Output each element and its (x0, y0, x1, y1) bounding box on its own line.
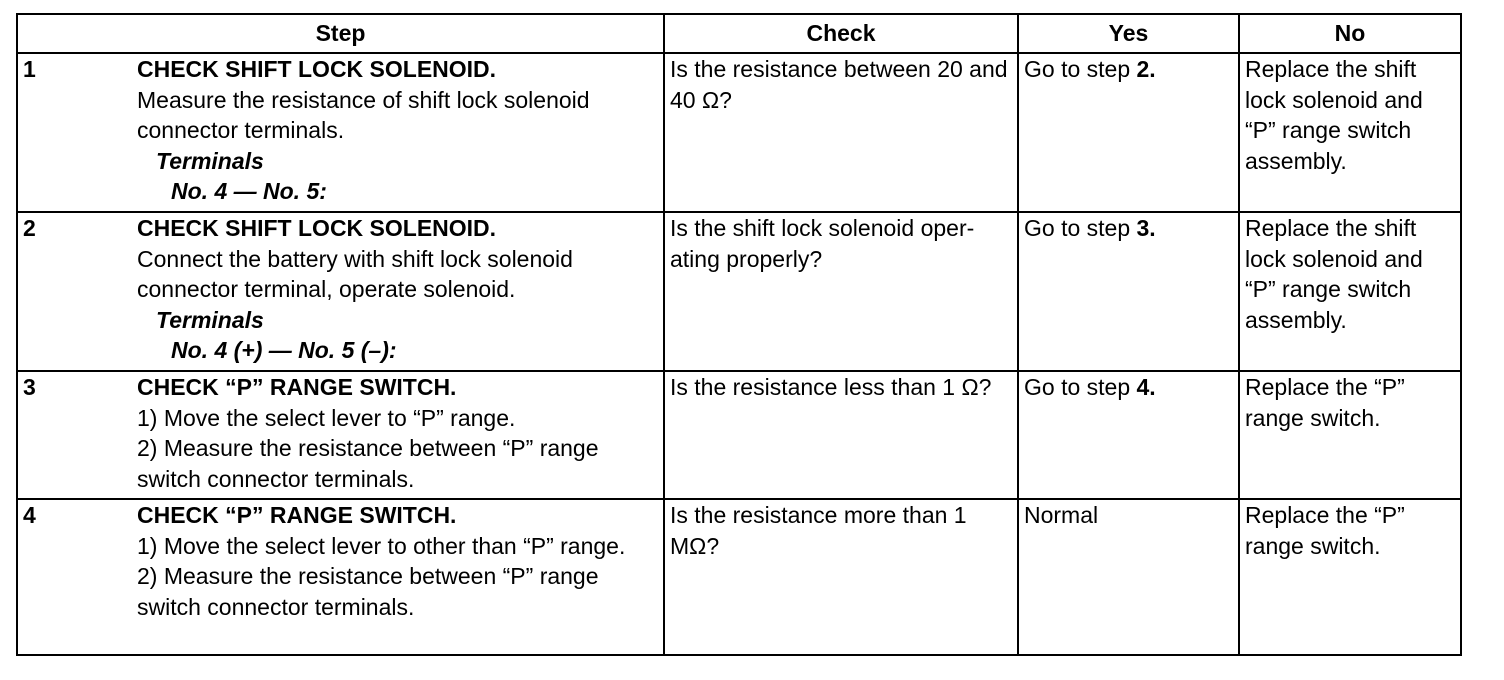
step-cell (17, 212, 664, 371)
yes-cell (1018, 371, 1239, 499)
table-row (17, 371, 1461, 499)
no-cell: Replace the shift lock solenoid and “P” range switch assembly. (1239, 53, 1461, 212)
step-cell (17, 53, 664, 212)
step-substep: 2) Measure the resistance between “P” range switch connector terminals. (137, 435, 599, 492)
step-title: CHECK SHIFT LOCK SOLENOID. (137, 215, 497, 241)
yes-prefix: Go to step (1024, 56, 1137, 82)
yes-cell (1018, 53, 1239, 212)
yes-cell: Normal (1018, 499, 1239, 655)
step-title: CHECK “P” RANGE SWITCH. (137, 374, 457, 400)
yes-prefix: Go to step (1024, 374, 1137, 400)
terminals-value: No. 4 (+) — No. 5 (–): (171, 337, 397, 363)
yes-step: 2. (1136, 56, 1156, 82)
step-number: 1 (23, 56, 36, 82)
yes-prefix: Go to step (1024, 215, 1137, 241)
check-cell: Is the resistance more than 1 MΩ? (664, 499, 1018, 655)
check-cell: Is the shift lock solenoid oper-ating properly? (664, 212, 1018, 371)
yes-cell (1018, 212, 1239, 371)
diagnostic-table (16, 13, 1462, 656)
header-row (17, 14, 1461, 53)
check-cell: Is the resistance less than 1 Ω? (664, 371, 1018, 499)
step-substep: 1) Move the select lever to other than “P” range. (137, 532, 626, 559)
step-number: 3 (23, 374, 36, 400)
step-number: 2 (23, 215, 36, 241)
terminals-label: Terminals (156, 306, 264, 333)
no-cell: Replace the shift lock solenoid and “P” range switch assembly. (1239, 212, 1461, 371)
terminals-value: No. 4 — No. 5: (171, 178, 327, 204)
table-row (17, 212, 1461, 371)
no-cell: Replace the “P” range switch. (1239, 499, 1461, 655)
yes-step: 3. (1136, 215, 1156, 241)
step-title: CHECK “P” RANGE SWITCH. (137, 502, 457, 528)
header-no: No (1239, 14, 1461, 53)
no-cell: Replace the “P” range switch. (1239, 371, 1461, 499)
header-yes: Yes (1018, 14, 1239, 53)
yes-step: 4. (1136, 374, 1156, 400)
step-body: Measure the resistance of shift lock solenoid connector terminals. (137, 86, 590, 143)
step-title: CHECK SHIFT LOCK SOLENOID. (137, 56, 497, 82)
check-cell: Is the resistance between 20 and 40 Ω? (664, 53, 1018, 212)
table-row (17, 499, 1461, 655)
step-cell (17, 371, 664, 499)
step-number: 4 (23, 502, 36, 528)
step-cell (17, 499, 664, 655)
step-substep: 2) Measure the resistance between “P” range switch connector terminals. (137, 563, 599, 620)
step-substep: 1) Move the select lever to “P” range. (137, 404, 516, 431)
header-check: Check (664, 14, 1018, 53)
header-step: Step (17, 14, 664, 53)
table-row (17, 53, 1461, 212)
step-body: Connect the battery with shift lock solenoid connector terminal, operate solenoid. (137, 245, 573, 302)
terminals-label: Terminals (156, 147, 264, 174)
